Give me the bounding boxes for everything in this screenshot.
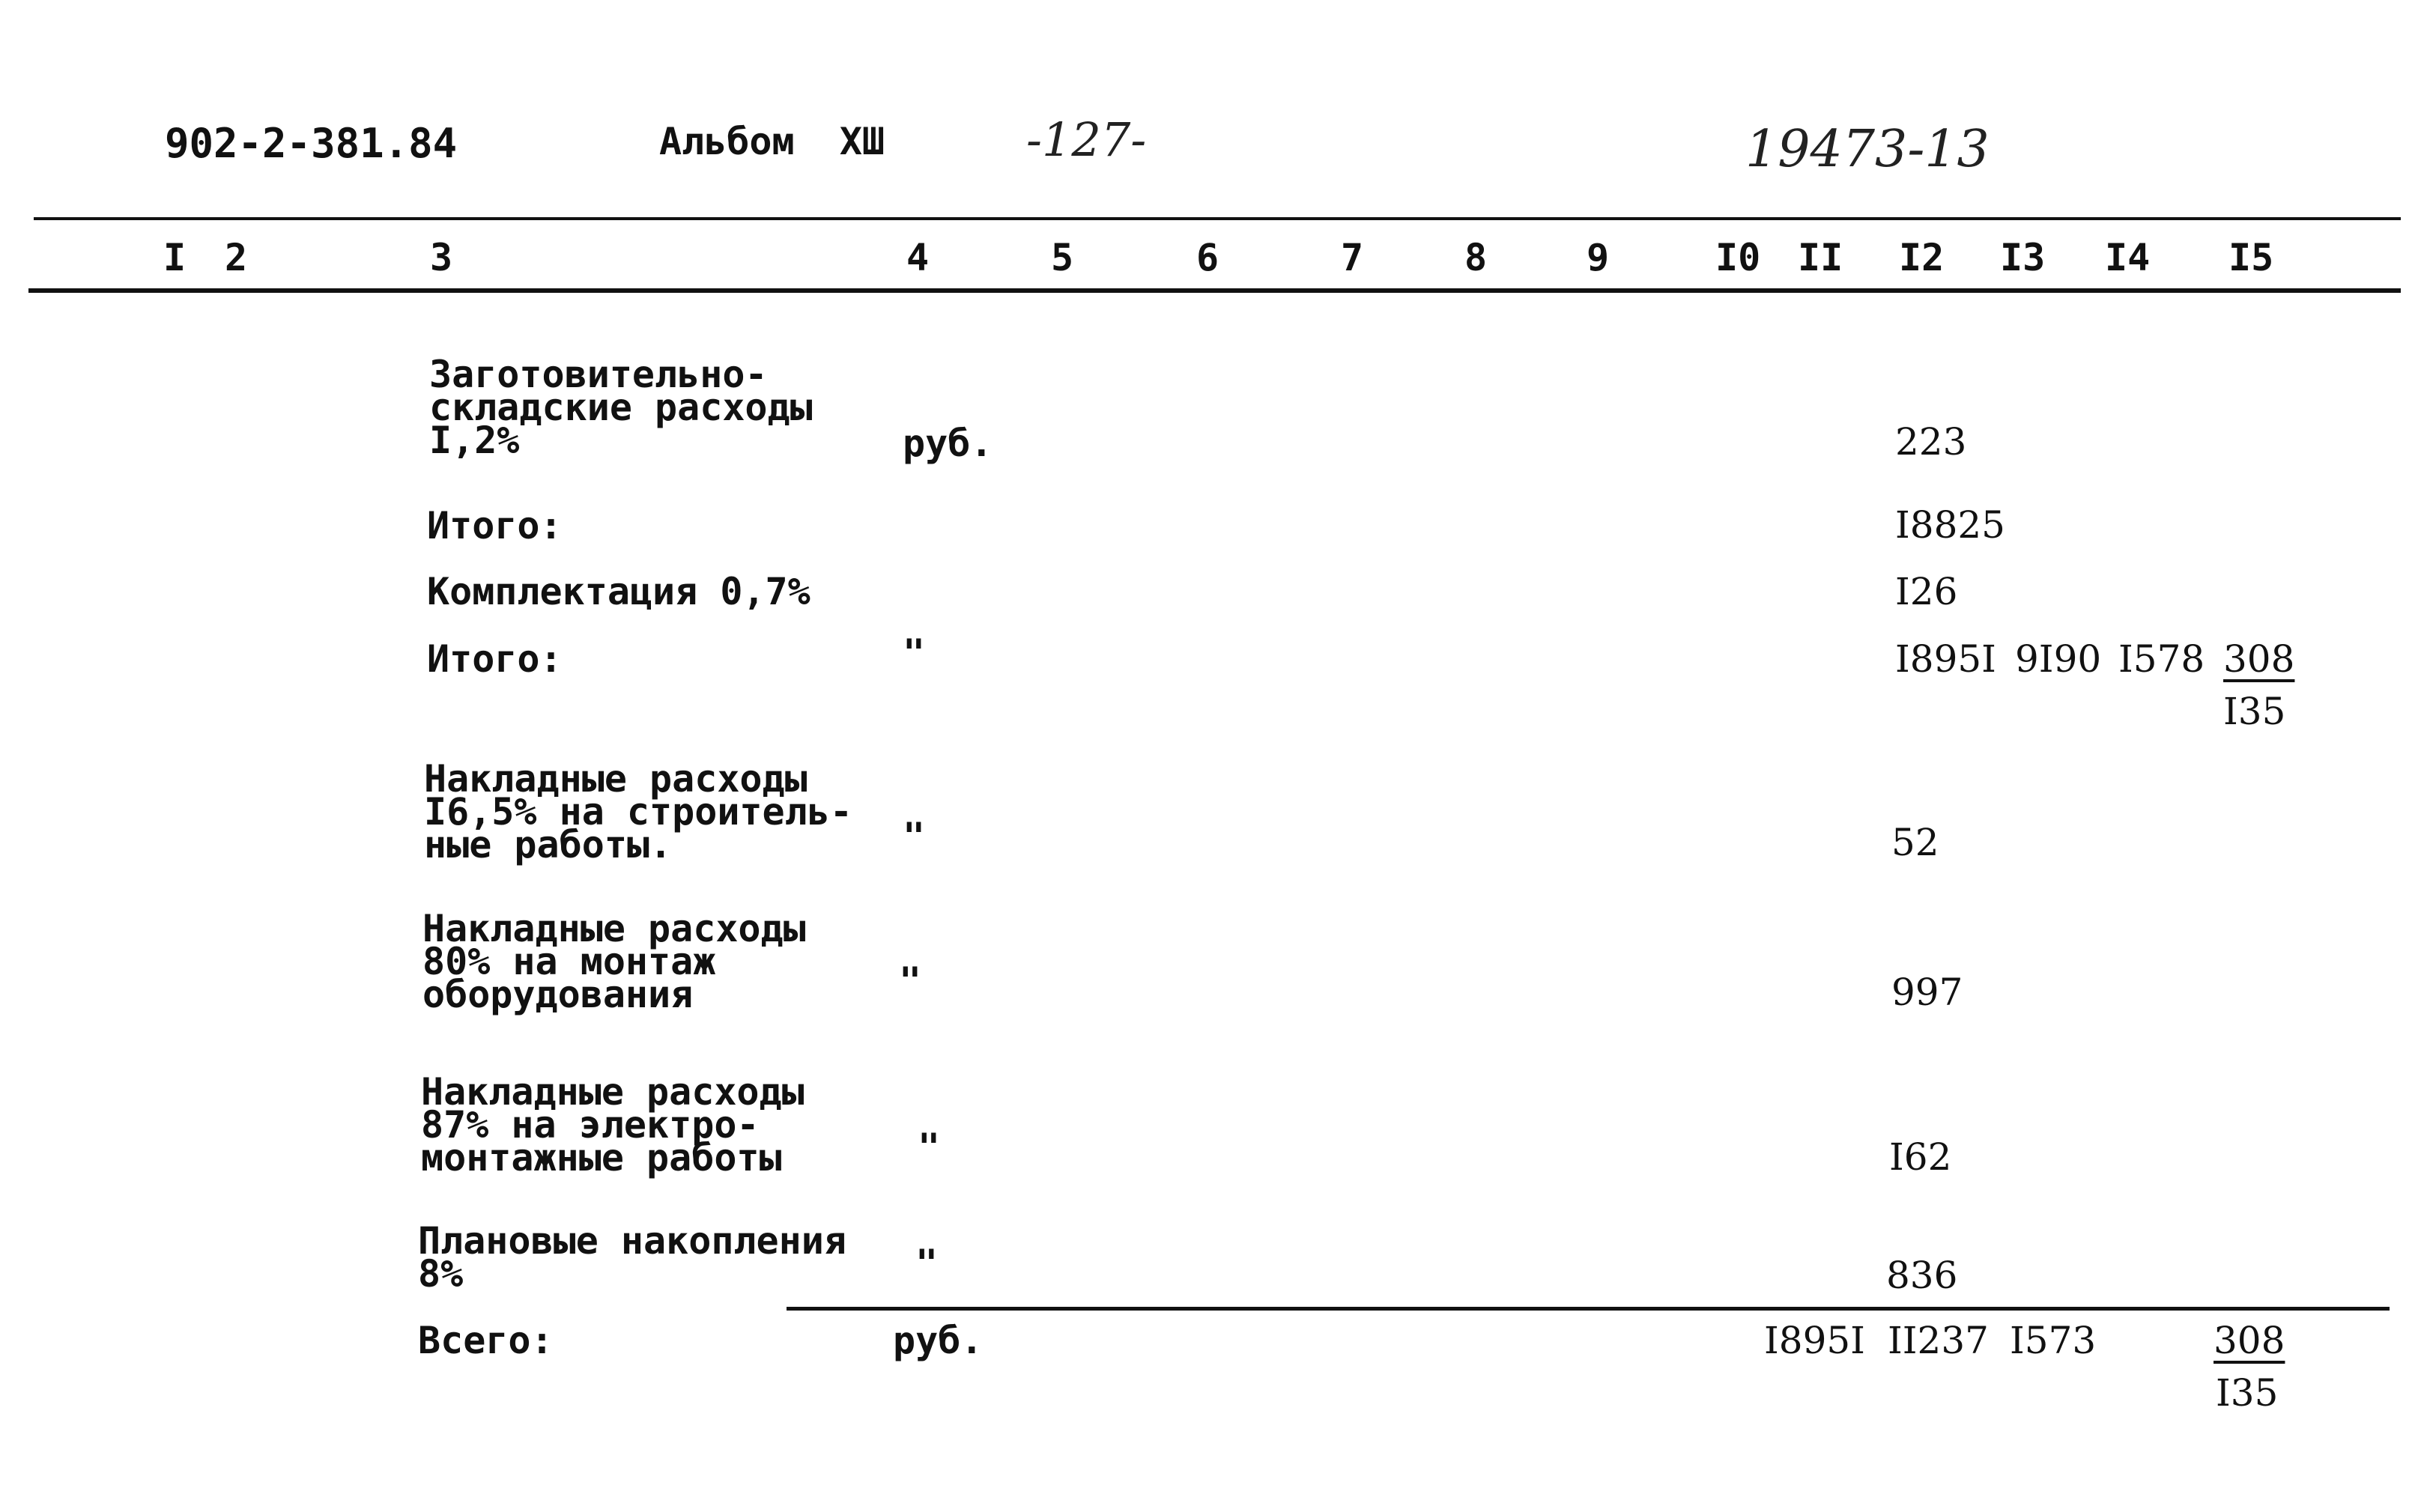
inventory-number: 19473-13 [1745, 120, 1990, 179]
total-value-col12: II237 [1888, 1319, 1989, 1362]
col-header-5: 5 [1051, 236, 1074, 279]
col-header-2: 2 [225, 236, 248, 279]
row-value-col13: 9I90 [2015, 637, 2102, 681]
row-description: Итого: [427, 504, 563, 547]
row-description: Заготовительно- складские расходы I,2% [429, 353, 813, 462]
row-unit: " [903, 815, 926, 858]
total-label: Всего: [418, 1319, 554, 1362]
row-value-col12: I895I [1895, 637, 1996, 681]
row-value-col15-numerator: 308 [2223, 637, 2295, 681]
row-value-col12: I26 [1895, 570, 1958, 613]
row-value-col12: 223 [1895, 420, 1967, 464]
row-unit: " [915, 1242, 939, 1285]
col-header-14: I4 [2105, 236, 2151, 279]
col-header-7: 7 [1341, 236, 1364, 279]
header-top-rule [34, 217, 2401, 220]
col-header-3: 3 [430, 236, 453, 279]
row-value-col15-denominator: I35 [2223, 690, 2286, 733]
page-number: -127- [1026, 112, 1147, 167]
row-value-col12: 52 [1891, 821, 1939, 864]
row-description: Плановые накопления 8% [418, 1219, 846, 1296]
row-unit: " [918, 1126, 941, 1169]
row-description: Накладные расходы 80% на монтаж оборудования [422, 907, 806, 1016]
album-label: Альбом ХШ [659, 120, 885, 163]
total-value-col13: I573 [2010, 1319, 2097, 1362]
row-unit: " [899, 959, 922, 1003]
row-description: Накладные расходы 87% на электро- монтажные работы [421, 1070, 805, 1179]
row-value-col12: 836 [1886, 1254, 1958, 1297]
total-value-col15-numerator: 308 [2214, 1319, 2285, 1362]
col-header-10: I0 [1715, 236, 1761, 279]
total-unit: руб. [893, 1319, 984, 1362]
total-value-col11: I895I [1764, 1319, 1865, 1362]
row-description: Комплектация 0,7% [427, 570, 810, 613]
row-value-col12: I62 [1889, 1135, 1952, 1179]
row-description: Накладные расходы I6,5% на строитель- ные работы. [424, 757, 852, 866]
total-value-col15-denominator: I35 [2216, 1371, 2279, 1415]
row-value-col14: I578 [2118, 637, 2205, 681]
row-value-col12: 997 [1891, 971, 1963, 1014]
row-unit: " [903, 631, 926, 675]
col-header-13: I3 [2000, 236, 2046, 279]
col-header-1: I [163, 236, 187, 279]
row-value-col12: I8825 [1895, 503, 2005, 547]
col-header-9: 9 [1587, 236, 1610, 279]
col-header-6: 6 [1196, 236, 1219, 279]
header-bottom-rule [28, 288, 2401, 293]
document-code: 902-2-381.84 [165, 120, 458, 167]
col-header-11: II [1798, 236, 1843, 279]
row-description: Итого: [427, 637, 563, 681]
col-header-12: I2 [1899, 236, 1945, 279]
col-header-15: I5 [2228, 236, 2274, 279]
col-header-4: 4 [906, 236, 930, 279]
row-unit: руб. [903, 422, 993, 465]
total-rule [787, 1307, 2390, 1311]
col-header-8: 8 [1464, 236, 1488, 279]
